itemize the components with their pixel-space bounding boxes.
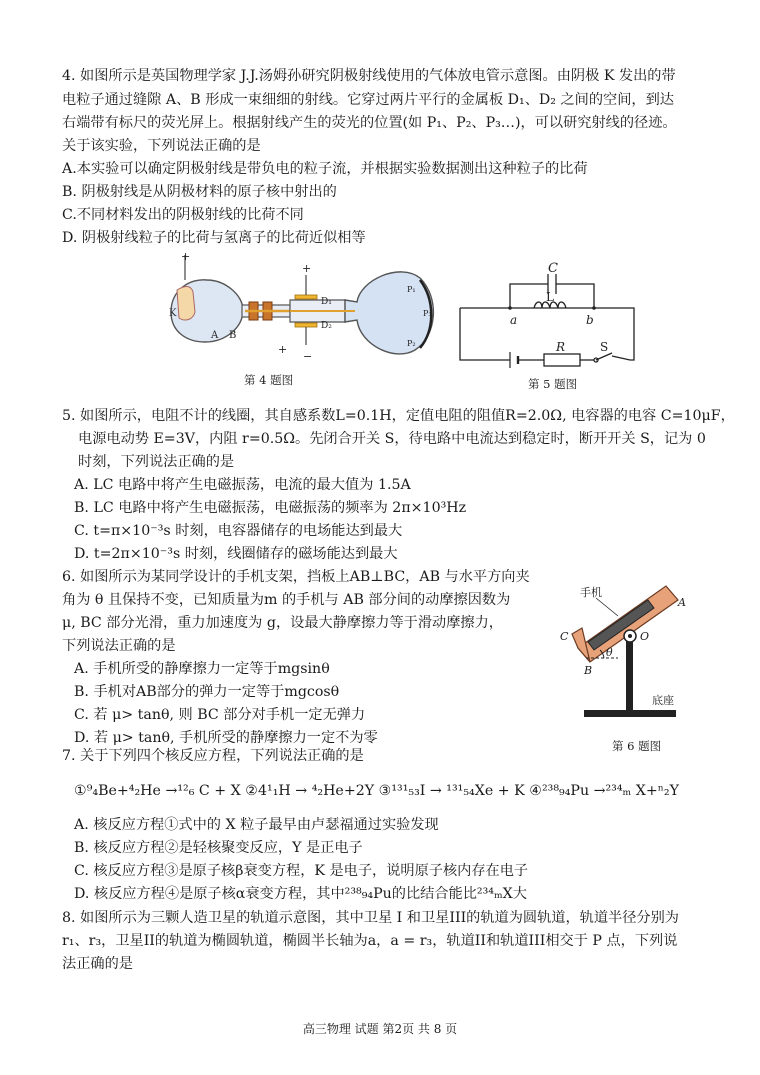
fig4-label-plus-1: + xyxy=(181,250,191,263)
fig6-label-c: C xyxy=(560,630,569,643)
fig6-label-phone: 手机 xyxy=(580,586,602,599)
q6-option-d: D. 若 μ> tanθ, 手机所受的静摩擦力一定不为零 xyxy=(74,730,378,746)
q7-line-1: 7. 关于下列四个核反应方程，下列说法正确的是 xyxy=(62,748,364,764)
fig5-label-r: R xyxy=(556,340,566,354)
fig4-label-minus: − xyxy=(303,350,313,363)
q4-option-b: B. 阴极射线是从阴极材料的原子核中射出的 xyxy=(62,184,337,200)
q4-option-d: D. 阴极射线粒子的比荷与氢离子的比荷近似相等 xyxy=(62,230,366,246)
q4-option-c: C.不同材料发出的阴极射线的比荷不同 xyxy=(62,207,304,223)
q6-line-4: 下列说法正确的是 xyxy=(62,638,176,654)
q6-option-c: C. 若 μ> tanθ, 则 BC 部分对手机一定无弹力 xyxy=(74,707,366,723)
q8-line-1: 8. 如图所示为三颗人造卫星的轨道示意图，其中卫星 I 和卫星III的轨道为圆轨道，轨道半径分别为 xyxy=(62,910,679,926)
fig5-label-b: b xyxy=(586,313,594,327)
fig4-label-plus-3: + xyxy=(278,343,288,356)
q6-line-2: 角为 θ 且保持不变，已知质量为m 的手机与 AB 部分间的动摩擦因数为 xyxy=(62,592,511,608)
q4-line-1: 4. 如图所示是英国物理学家 J.J.汤姆孙研究阴极射线使用的气体放电管示意图。由阴极 K 发出的带 xyxy=(62,68,676,84)
fig5-label-c: C xyxy=(548,261,558,276)
figure-4-caption: 第 4 题图 xyxy=(244,373,294,387)
q5-line-3: 时刻，下列说法正确的是 xyxy=(78,454,235,470)
fig4-label-p2: P₂ xyxy=(407,339,416,348)
q5-option-a: A. LC 电路中将产生电磁振荡，电流的最大值为 1.5A xyxy=(74,477,411,493)
q4-line-3: 右端带有标尺的荧光屏上。根据射线产生的荧光的位置(如 P₁、P₂、P₃…)，可以研究射线的径迹。 xyxy=(62,115,677,131)
figure-6-caption: 第 6 题图 xyxy=(612,739,662,753)
fig5-label-l: L xyxy=(546,290,554,304)
q7-option-d: D. 核反应方程④是原子核α衰变方程，其中²³⁸₉₄Pu的比结合能比²³⁴ₘX大 xyxy=(74,886,527,902)
q4-line-2: 电粒子通过缝隙 A、B 形成一束细细的射线。它穿过两片平行的金属板 D₁、D₂ 之间的空间，到达 xyxy=(62,92,674,108)
fig4-label-p1: P₁ xyxy=(407,285,416,294)
figure-5-lc-circuit xyxy=(452,260,642,370)
q6-line-3: μ, BC 部分光滑，重力加速度为 g，设最大静摩擦力等于滑动摩擦力， xyxy=(62,615,503,631)
figure-4-discharge-tube xyxy=(145,250,435,365)
fig6-label-theta: θ xyxy=(606,646,613,659)
fig4-label-a: A xyxy=(211,330,219,341)
q6-option-a: A. 手机所受的静摩擦力一定等于mgsinθ xyxy=(74,661,330,677)
q5-line-1: 5. 如图所示，电阻不计的线圈，其自感系数L=0.1H，定值电阻的阻值R=2.0Ω, 电容器的电容 C=10μF， xyxy=(62,408,735,424)
q7-option-b: B. 核反应方程②是轻核聚变反应，Y 是正电子 xyxy=(74,840,363,856)
fig6-label-o: O xyxy=(640,630,650,643)
q5-option-c: C. t=π×10⁻³s 时刻，电容器储存的电场能达到最大 xyxy=(74,523,403,539)
fig4-label-d2: D₂ xyxy=(321,321,332,331)
figure-5-caption: 第 5 题图 xyxy=(528,377,578,391)
fig4-label-d1: D₁ xyxy=(321,297,332,307)
q7-option-c: C. 核反应方程③是原子核β衰变方程，K 是电子，说明原子核内存在电子 xyxy=(74,863,529,879)
fig4-label-b: B xyxy=(229,330,237,341)
fig4-label-p3: P₃ xyxy=(423,309,432,318)
q8-line-2: r₁、r₃，卫星II的轨道为椭圆轨道，椭圆半长轴为a，a = r₃，轨道II和轨道III相交于 P 点，下列说 xyxy=(62,933,678,949)
fig6-label-base: 底座 xyxy=(652,694,674,707)
q5-line-2: 电源电动势 E=3V，内阻 r=0.5Ω。先闭合开关 S，待电路中电流达到稳定时，断开开关 S，记为 0 xyxy=(78,431,706,447)
q4-line-4: 关于该实验，下列说法正确的是 xyxy=(62,138,261,154)
q7-equations: ①⁹₄Be+⁴₂He →¹²₆ C + X ②4¹₁H → ⁴₂He+2Y ③¹³¹₅₃I → ¹³¹₅₄Xe + K ④²³⁸₉₄Pu →²³⁴ₘ X+ⁿ₂Y xyxy=(74,783,679,799)
q7-option-a: A. 核反应方程①式中的 X 粒子最早由卢瑟福通过实验发现 xyxy=(74,817,439,833)
fig6-label-b: B xyxy=(584,664,593,677)
fig5-label-s: S xyxy=(600,340,609,354)
fig4-label-k: K xyxy=(169,308,177,319)
fig4-label-plus-2: + xyxy=(302,262,312,275)
page-footer: 高三物理 试题 第2页 共 8 页 xyxy=(302,1022,458,1036)
q4-option-a: A.本实验可以确定阴极射线是带负电的粒子流，并根据实验数据测出这种粒子的比荷 xyxy=(62,161,588,177)
fig6-label-a: A xyxy=(678,596,686,609)
q8-line-3: 法正确的是 xyxy=(62,956,133,972)
q6-option-b: B. 手机对AB部分的弹力一定等于mgcosθ xyxy=(74,684,340,700)
q6-line-1: 6. 如图所示为某同学设计的手机支架，挡板上AB⊥BC，AB 与水平方向夹 xyxy=(62,569,530,585)
figure-6-phone-stand xyxy=(548,578,708,730)
q5-option-b: B. LC 电路中将产生电磁振荡，电磁振荡的频率为 2π×10³Hz xyxy=(74,500,467,516)
fig5-label-a: a xyxy=(510,313,518,327)
q5-option-d: D. t=2π×10⁻³s 时刻，线圈储存的磁场能达到最大 xyxy=(74,546,398,562)
